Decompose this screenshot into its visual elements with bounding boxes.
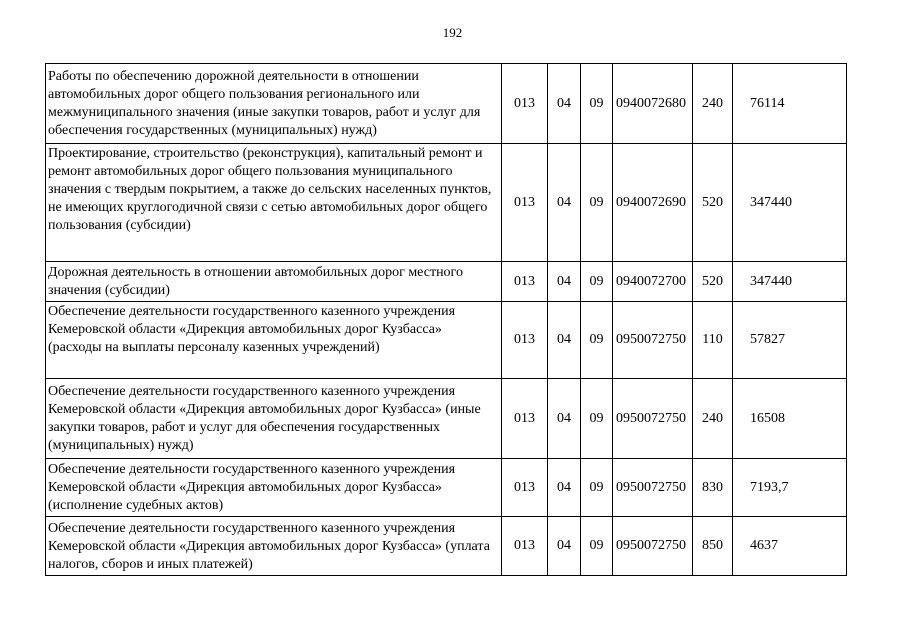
target-article-cell: 0950072750 (613, 379, 693, 459)
budget-table (45, 63, 847, 576)
ministry-code-cell: 013 (502, 517, 548, 576)
expense-type-cell: 520 (693, 262, 733, 302)
target-article-cell: 0940072700 (613, 262, 693, 302)
section-code-cell: 04 (548, 302, 581, 379)
page-number: 192 (442, 25, 463, 40)
ministry-code-cell: 013 (502, 144, 548, 262)
amount-cell: 16508 (733, 379, 847, 459)
expense-type-cell: 240 (693, 64, 733, 144)
section-code-cell: 04 (548, 262, 581, 302)
subsection-code-cell: 09 (581, 64, 613, 144)
section-code-cell: 04 (548, 379, 581, 459)
table-row (46, 517, 847, 576)
amount-cell: 7193,7 (733, 459, 847, 517)
target-article-cell: 0940072680 (613, 64, 693, 144)
table-row (46, 64, 847, 144)
expense-name-cell: Обеспечение деятельности государственного казенного учреждения Кемеровской области «Дирекция автомобильных дорог Кузбасса» (исполнение судебных актов) (46, 459, 502, 517)
ministry-code-cell: 013 (502, 262, 548, 302)
table-row (46, 379, 847, 459)
section-code-cell: 04 (548, 459, 581, 517)
section-code-cell: 04 (548, 144, 581, 262)
table-row (46, 302, 847, 379)
subsection-code-cell: 09 (581, 262, 613, 302)
section-code-cell: 04 (548, 517, 581, 576)
target-article-cell: 0950072750 (613, 459, 693, 517)
target-article-cell: 0950072750 (613, 517, 693, 576)
expense-name-cell: Обеспечение деятельности государственного казенного учреждения Кемеровской области «Дирекция автомобильных дорог Кузбасса» (уплата налогов, сборов и иных платежей) (46, 517, 502, 576)
table-row (46, 459, 847, 517)
expense-type-cell: 850 (693, 517, 733, 576)
amount-cell: 4637 (733, 517, 847, 576)
expense-type-cell: 240 (693, 379, 733, 459)
expense-name-cell: Обеспечение деятельности государственного казенного учреждения Кемеровской области «Дирекция автомобильных дорог Кузбасса» (расходы на выплаты персоналу казенных учреждений) (46, 302, 502, 379)
subsection-code-cell: 09 (581, 144, 613, 262)
target-article-cell: 0940072690 (613, 144, 693, 262)
subsection-code-cell: 09 (581, 302, 613, 379)
target-article-cell: 0950072750 (613, 302, 693, 379)
expense-type-cell: 110 (693, 302, 733, 379)
ministry-code-cell: 013 (502, 64, 548, 144)
expense-type-cell: 520 (693, 144, 733, 262)
amount-cell: 347440 (733, 262, 847, 302)
subsection-code-cell: 09 (581, 459, 613, 517)
section-code-cell: 04 (548, 64, 581, 144)
ministry-code-cell: 013 (502, 302, 548, 379)
table-row (46, 144, 847, 262)
expense-type-cell: 830 (693, 459, 733, 517)
subsection-code-cell: 09 (581, 379, 613, 459)
ministry-code-cell: 013 (502, 459, 548, 517)
ministry-code-cell: 013 (502, 379, 548, 459)
table-row (46, 262, 847, 302)
expense-name-cell: Работы по обеспечению дорожной деятельности в отношении автомобильных дорог общего пользования регионального или межмуниципального значения (иные закупки товаров, работ и услуг для обеспечения государственных (муниципальных) нужд) (46, 64, 502, 144)
subsection-code-cell: 09 (581, 517, 613, 576)
expense-name-cell: Дорожная деятельность в отношении автомобильных дорог местного значения (субсидии) (46, 262, 502, 302)
expense-name-cell: Проектирование, строительство (реконструкция), капитальный ремонт и ремонт автомобильных дорог общего пользования муниципального значения с твердым покрытием, а также до сельских населенных пунктов, не имеющих круглогодичной связи с сетью автомобильных дорог общего пользования (субсидии) (46, 144, 502, 262)
expense-name-cell: Обеспечение деятельности государственного казенного учреждения Кемеровской области «Дирекция автомобильных дорог Кузбасса» (иные закупки товаров, работ и услуг для обеспечения государственных (муниципальных) нужд) (46, 379, 502, 459)
amount-cell: 347440 (733, 144, 847, 262)
amount-cell: 76114 (733, 64, 847, 144)
amount-cell: 57827 (733, 302, 847, 379)
